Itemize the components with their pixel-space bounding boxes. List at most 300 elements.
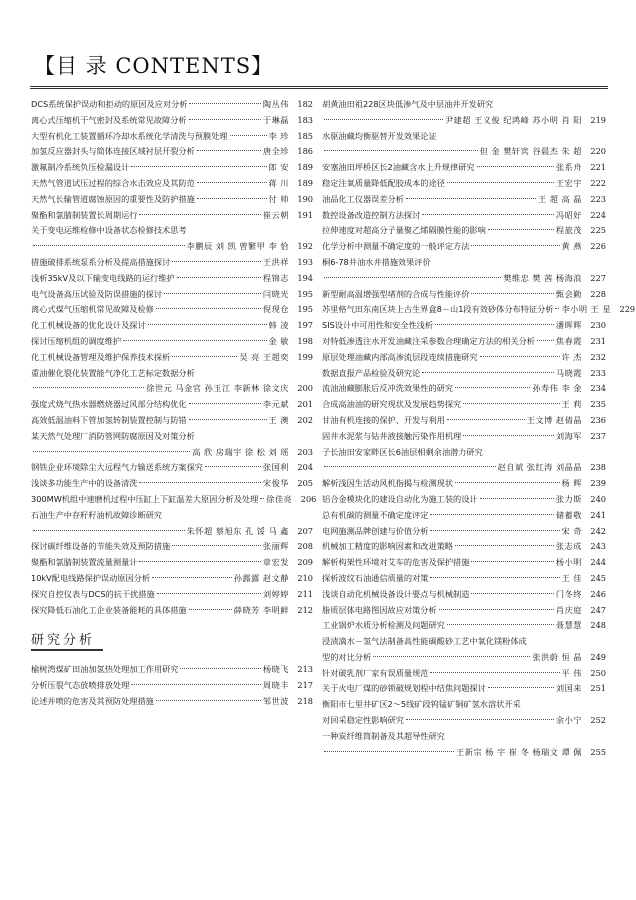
toc-page: 236 (590, 414, 606, 425)
leader-dots (422, 372, 554, 373)
toc-row (31, 662, 313, 678)
toc-row (322, 271, 606, 287)
toc-page: 194 (297, 272, 313, 283)
toc-title: 浅谈自动化机械设备设计要点与机械制造 (322, 588, 470, 599)
leader-dots (439, 609, 554, 610)
toc-page: 228 (590, 288, 606, 299)
toc-title: 浅析35kV及以下输变电线路的运行维护 (31, 272, 175, 283)
leader-dots (131, 684, 261, 685)
toc-row (31, 350, 313, 366)
toc-entry[interactable] (322, 129, 606, 161)
leader-dots (197, 150, 261, 151)
leader-dots (189, 103, 261, 104)
toc-page: 240 (590, 493, 606, 504)
leader-dots (172, 261, 261, 262)
toc-entry[interactable] (322, 192, 606, 208)
toc-page: 209 (297, 557, 313, 568)
toc-author: 张系舟 (555, 162, 582, 173)
toc-author: 门冬终 (555, 588, 582, 599)
toc-row (322, 445, 606, 461)
toc-entry[interactable] (322, 429, 606, 445)
toc-author: 赵自斌 张红涛 刘晶晶 (497, 462, 582, 473)
toc-author: 韩 凌 (268, 320, 289, 331)
toc-title: 合成高油油的研究现状及发展趋势探究 (322, 399, 462, 410)
leader-dots (480, 356, 560, 357)
toc-row (31, 113, 313, 129)
toc-page: 241 (590, 509, 606, 520)
leader-dots (455, 387, 530, 388)
toc-author: 王新宗 杨 宇 崔 冬 杨瑞文 谭 佩 (456, 746, 582, 757)
toc-title: 大型有机化工装置循环冷却水系统化学清洗与预膜处理 (31, 130, 228, 141)
toc-page: 219 (590, 114, 606, 125)
toc-title: 一种炭纤维筒制备及其超导性研究 (322, 730, 445, 741)
toc-title: 化学分析中测量不确定度的一般评定方法 (322, 241, 470, 252)
toc-entry[interactable] (31, 555, 313, 571)
toc-page: 203 (297, 446, 313, 457)
toc-author: 程旅茂 (555, 225, 582, 236)
toc-entry[interactable] (31, 413, 313, 429)
toc-row (322, 650, 606, 666)
toc-row (31, 603, 313, 619)
toc-title: 天然气管道试压过程的综合水击效应及其防范 (31, 177, 195, 188)
toc-title: 石油生产中存籽籽油机故障诊断研究 (31, 509, 163, 520)
toc-row (322, 176, 606, 192)
leader-dots (480, 498, 554, 499)
leader-dots (189, 609, 232, 610)
section-label: 研究分析 (31, 633, 103, 651)
leader-dots (172, 356, 237, 357)
toc-row (322, 508, 606, 524)
toc-page: 227 (590, 272, 606, 283)
toc-author: 甄会勤 (555, 288, 582, 299)
toc-page: 220 (590, 146, 606, 157)
toc-entry[interactable] (322, 618, 606, 634)
leader-dots (430, 514, 553, 515)
toc-page: 250 (590, 667, 606, 678)
toc-page: 248 (590, 620, 606, 631)
toc-row (322, 144, 606, 160)
toc-author: 平 伟 (561, 667, 582, 678)
leader-dots (537, 340, 554, 341)
leader-dots (148, 324, 267, 325)
toc-entry[interactable] (322, 587, 606, 603)
toc-entry[interactable] (31, 287, 313, 303)
toc-row (322, 302, 636, 318)
toc-entry[interactable] (322, 318, 606, 334)
toc-author: 宋 奇 (561, 525, 582, 536)
toc-entry[interactable] (31, 192, 313, 208)
leader-dots (172, 545, 261, 546)
toc-page: 252 (590, 715, 606, 726)
toc-row (31, 397, 313, 413)
toc-entry[interactable] (31, 97, 313, 113)
toc-entry[interactable] (322, 223, 606, 239)
toc-title: 型的对比分析 (322, 651, 372, 662)
toc-author: 聂慧慧 (555, 620, 582, 631)
toc-entry[interactable] (31, 678, 313, 694)
leader-dots (197, 198, 267, 199)
toc-row (31, 239, 313, 255)
toc-title: 机械加工精度的影响因素和改进策略 (322, 541, 454, 552)
toc-row (31, 413, 313, 429)
toc-title: 论述并喷的危害及其预防处理措施 (31, 695, 154, 706)
toc-page: 221 (590, 162, 606, 173)
toc-author: 付 帅 (268, 193, 289, 204)
toc-row (31, 271, 313, 287)
toc-page: 182 (297, 99, 313, 109)
leader-dots (324, 150, 478, 151)
toc-entry[interactable] (31, 397, 313, 413)
toc-row (31, 366, 313, 382)
leader-dots (324, 751, 454, 752)
toc-author: 朱怀超 蔡旭东 孔 馁 马 鑫 (186, 525, 289, 536)
toc-title: 探究降低石油化工企业装备能耗的具体措施 (31, 604, 187, 615)
toc-author: 张洪蔚 恒 晶 (532, 651, 582, 662)
toc-entry[interactable] (322, 603, 606, 619)
toc-entry[interactable] (322, 97, 606, 129)
leader-dots (455, 545, 554, 546)
left-toc-list-2 (31, 662, 313, 709)
toc-author: 张力斯 (555, 493, 582, 504)
leader-dots (430, 530, 559, 531)
toc-title: 探究自控仪表与DCS的抗干扰措施 (31, 588, 155, 599)
toc-title: 解析浅因生活动风机指揭与检测现状 (322, 478, 454, 489)
toc-entry[interactable] (31, 302, 313, 318)
toc-entry[interactable] (31, 539, 313, 555)
toc-title: 探析波纹石油通信质量的对策 (322, 572, 429, 583)
toc-page: 186 (297, 146, 313, 157)
toc-row (31, 302, 313, 318)
toc-page: 211 (297, 588, 313, 599)
toc-row (31, 129, 313, 145)
toc-row (31, 176, 313, 192)
toc-row (322, 713, 606, 729)
toc-row (322, 492, 606, 508)
toc-row (322, 603, 606, 619)
toc-title: 甘油有机连接的保护、开发与利用 (322, 414, 445, 425)
toc-author: 刘海军 (555, 430, 582, 441)
toc-entry[interactable] (31, 160, 313, 176)
leader-dots (406, 719, 554, 720)
toc-author: 冯昭好 (555, 209, 582, 220)
toc-title: 分析压裂气态放喷排放处理 (31, 680, 130, 691)
toc-page: 217 (297, 680, 313, 691)
toc-author: 杨晓飞 (262, 664, 289, 675)
toc-entry[interactable] (31, 318, 313, 334)
leader-dots (430, 577, 559, 578)
toc-entry[interactable] (322, 302, 636, 318)
toc-page: 242 (590, 525, 606, 536)
toc-row (31, 555, 313, 571)
toc-entry[interactable] (322, 287, 606, 303)
right-toc-list (322, 97, 636, 760)
toc-author: 闫晓光 (262, 288, 289, 299)
toc-row (322, 524, 606, 540)
toc-author: 崔云朝 (262, 209, 289, 220)
toc-author: 储蓄敬 (555, 509, 582, 520)
toc-page: 232 (590, 351, 606, 362)
toc-entry[interactable] (31, 429, 313, 461)
toc-page: 239 (590, 478, 606, 489)
leader-dots (455, 482, 560, 483)
leader-dots (205, 466, 261, 467)
toc-entry[interactable] (31, 587, 313, 603)
toc-row (322, 366, 606, 382)
leader-dots (139, 482, 260, 483)
toc-entry[interactable] (31, 255, 313, 271)
toc-page: 192 (297, 241, 313, 252)
toc-row (31, 97, 313, 113)
leader-dots (33, 245, 185, 246)
toc-title: 对回采稳定性影响研究 (322, 715, 404, 726)
toc-page: 243 (590, 541, 606, 552)
toc-entry[interactable] (322, 476, 606, 492)
toc-page: 197 (297, 320, 313, 331)
toc-row (322, 381, 606, 397)
leader-dots (324, 466, 496, 467)
toc-row (322, 729, 606, 745)
toc-entry[interactable] (322, 413, 606, 429)
toc-entry[interactable] (322, 729, 606, 761)
toc-author: 孙露露 赵文静 (233, 572, 289, 583)
toc-page: 210 (297, 572, 313, 583)
leader-dots (471, 561, 554, 562)
toc-author: 张国利 (262, 462, 289, 473)
toc-title: 油品化工仪器误差分析 (322, 193, 404, 204)
toc-entry[interactable] (322, 366, 606, 382)
toc-row (31, 334, 313, 350)
leader-dots (123, 340, 266, 341)
toc-row (31, 678, 313, 694)
toc-page: 225 (590, 225, 606, 236)
toc-row (322, 429, 606, 445)
toc-row (31, 460, 313, 476)
toc-author: 余小宁 (555, 715, 582, 726)
toc-author: 孙寿伟 李 金 (532, 383, 582, 394)
toc-row (322, 555, 606, 571)
leader-dots (324, 277, 501, 278)
toc-author: 但 金 樊轩宾 谷晨杰 朱 超 (479, 146, 582, 157)
section-heading (31, 632, 313, 652)
toc-row (31, 492, 317, 508)
leader-dots (33, 451, 190, 452)
toc-title: 钢铁企业环境除尘大远程气力输送系统方案探究 (31, 462, 203, 473)
toc-page: 223 (590, 193, 606, 204)
toc-title: 激氟制冷系统负压检漏设计 (31, 162, 130, 173)
toc-author: 杨小明 (555, 557, 582, 568)
toc-author: 王 澳 (268, 414, 289, 425)
toc-author: 章宏发 (262, 557, 289, 568)
toc-row (322, 397, 606, 413)
toc-row (322, 745, 606, 761)
toc-row (322, 634, 606, 650)
toc-entry[interactable] (31, 603, 313, 619)
toc-entry[interactable] (31, 492, 317, 508)
toc-row (31, 539, 313, 555)
toc-title: 重油催化裂化装置能气净化工艺标定数据分析 (31, 367, 195, 378)
toc-entry[interactable] (31, 508, 313, 540)
toc-author: 宋俊华 (262, 478, 289, 489)
toc-author: 刘国来 (555, 683, 582, 694)
toc-entry[interactable] (322, 524, 606, 540)
left-toc-list (31, 97, 317, 618)
toc-row (322, 113, 606, 129)
toc-entry[interactable] (322, 508, 606, 524)
toc-entry[interactable] (322, 697, 606, 729)
toc-entry[interactable] (322, 555, 606, 571)
leader-dots (471, 293, 554, 294)
toc-page: 255 (590, 746, 606, 757)
right-column (322, 97, 636, 760)
toc-title: 固井水泥浆与钻井液接触污染作用机理 (322, 430, 462, 441)
toc-page: 206 (300, 493, 317, 504)
toc-title: 电气设备高压试验及防误措施的探讨 (31, 288, 163, 299)
toc-author: 薛晓芳 李明鲜 (233, 604, 289, 615)
toc-title: 某天然气处理厂消防管网防腐原因及对策分析 (31, 430, 195, 441)
toc-entry[interactable] (322, 176, 606, 192)
toc-row (322, 192, 606, 208)
toc-row (31, 524, 313, 540)
toc-title: 聚酯和氯腈制装置长周期运行 (31, 209, 138, 220)
toc-author: 马晓霞 (555, 367, 582, 378)
toc-row (31, 255, 313, 271)
toc-title: 浸渍滴水－氢气法制备高性能碳酸砂工艺中氧化镁粉体成 (322, 636, 527, 647)
toc-title: 数控设备改造控制方法探讨 (322, 209, 421, 220)
toc-title: 针对破乳剂厂家有误质量规范 (322, 667, 429, 678)
toc-entry[interactable] (322, 255, 606, 287)
toc-entry[interactable] (322, 350, 606, 366)
leader-dots (447, 624, 554, 625)
toc-entry[interactable] (322, 492, 606, 508)
toc-title: 安塞油田坪桥区长2油藏含水上升规律研究 (322, 162, 475, 173)
toc-title: 加氢反应器封头与简体连接区域衬层开裂分析 (31, 146, 195, 157)
toc-title: 铝合金模块化的建设自动化为施工装的设计 (322, 493, 478, 504)
toc-row (322, 413, 606, 429)
toc-author: 张志成 (555, 541, 582, 552)
toc-row (322, 571, 606, 587)
toc-entry[interactable] (322, 381, 606, 397)
toc-entry[interactable] (31, 350, 313, 366)
toc-entry[interactable] (31, 366, 313, 398)
leader-dots (260, 498, 264, 499)
toc-title: 聚酯和氯腈制装置流量测量计 (31, 557, 138, 568)
toc-entry[interactable] (31, 223, 313, 255)
toc-entry[interactable] (31, 662, 313, 678)
toc-entry[interactable] (322, 397, 606, 413)
toc-page: 230 (590, 320, 606, 331)
toc-row (322, 239, 606, 255)
toc-page: 191 (297, 209, 313, 220)
toc-author: 李鹏辰 刘 凯 曾繁甲 李 恰 (186, 241, 289, 252)
toc-entry[interactable] (322, 539, 606, 555)
leader-dots (471, 245, 559, 246)
toc-page: 245 (590, 572, 606, 583)
toc-row (322, 97, 606, 113)
toc-entry[interactable] (31, 334, 313, 350)
toc-page: 202 (297, 414, 313, 425)
toc-row (322, 287, 606, 303)
toc-row (31, 192, 313, 208)
toc-entry[interactable] (31, 208, 313, 224)
toc-page: 195 (297, 304, 313, 315)
toc-page: 218 (297, 695, 313, 706)
toc-title: 高效低温油料下管加氢转制装置控制与防错 (31, 414, 187, 425)
toc-title: 解析构架性环境对艾车的危害及保护措施 (322, 557, 470, 568)
toc-page: 249 (590, 651, 606, 662)
toc-author: 李元斌 (262, 399, 289, 410)
toc-page: 199 (297, 351, 313, 362)
toc-entry[interactable] (31, 144, 313, 160)
toc-title: 化工机械设备的优化设计及探讨 (31, 320, 146, 331)
toc-page: 198 (297, 335, 313, 346)
toc-title: 原层处理油藏内部高渗流层段连续措施研究 (322, 351, 478, 362)
toc-entry[interactable] (322, 208, 606, 224)
toc-title: 离心式压缩机干气密封及系统常见故障分析 (31, 114, 187, 125)
toc-entry[interactable] (322, 160, 606, 176)
toc-entry[interactable] (31, 271, 313, 287)
toc-title: SIS设计中可用性和安全性浅析 (322, 320, 434, 331)
toc-entry[interactable] (31, 571, 313, 587)
toc-title: 桐6-78井油水井措施效果评价 (322, 256, 431, 267)
toc-author: 徐佳亮 (266, 493, 293, 504)
toc-row (322, 318, 606, 334)
toc-title: 关于火电厂煤的砂锁破规划程中结焦问题探讨 (322, 683, 486, 694)
toc-entry[interactable] (322, 445, 606, 477)
toc-title: 关于变电运维检修中设备状态检修技术思考 (31, 225, 187, 236)
leader-dots (488, 229, 554, 230)
toc-row (322, 350, 606, 366)
toc-page: 201 (297, 399, 313, 410)
toc-entry[interactable] (31, 460, 313, 476)
toc-entry[interactable] (322, 666, 606, 682)
toc-entry[interactable] (322, 681, 606, 697)
toc-author: 张丽辉 (262, 541, 289, 552)
toc-row (322, 334, 606, 350)
toc-entry[interactable] (322, 571, 606, 587)
leader-dots (230, 135, 267, 136)
toc-entry[interactable] (31, 176, 313, 192)
toc-entry[interactable] (322, 334, 606, 350)
toc-title: 衡阳市七里井矿区2～5线矿段钨锰矿铜矿氢水溶状开采 (322, 699, 521, 710)
toc-entry[interactable] (322, 634, 606, 666)
leader-dots (471, 593, 554, 594)
toc-page: 183 (297, 114, 313, 125)
toc-title: 榆树湾煤矿田油加氢热处理加工作用研究 (31, 664, 179, 675)
leader-dots (477, 166, 554, 167)
leader-dots (463, 403, 559, 404)
toc-author: 王 超 高 磊 (537, 193, 582, 204)
toc-page: 212 (297, 604, 313, 615)
leader-dots (373, 656, 530, 657)
toc-row (322, 223, 606, 239)
leader-dots (164, 293, 261, 294)
toc-author: 王 佳 (561, 572, 582, 583)
toc-author: 陶丛伟 (262, 99, 289, 109)
toc-author: 金 敏 (268, 335, 289, 346)
toc-entry[interactable] (31, 113, 313, 129)
leader-dots (156, 308, 261, 309)
toc-page: 193 (297, 256, 313, 267)
toc-entry[interactable] (31, 694, 313, 710)
toc-row (31, 381, 313, 397)
toc-entry[interactable] (31, 129, 313, 145)
toc-entry[interactable] (31, 476, 313, 492)
leader-dots (33, 530, 185, 531)
toc-entry[interactable] (322, 239, 606, 255)
toc-row (31, 445, 313, 461)
leader-dots (324, 119, 443, 120)
toc-title: 探讨压缩机组的调度维护 (31, 335, 122, 346)
